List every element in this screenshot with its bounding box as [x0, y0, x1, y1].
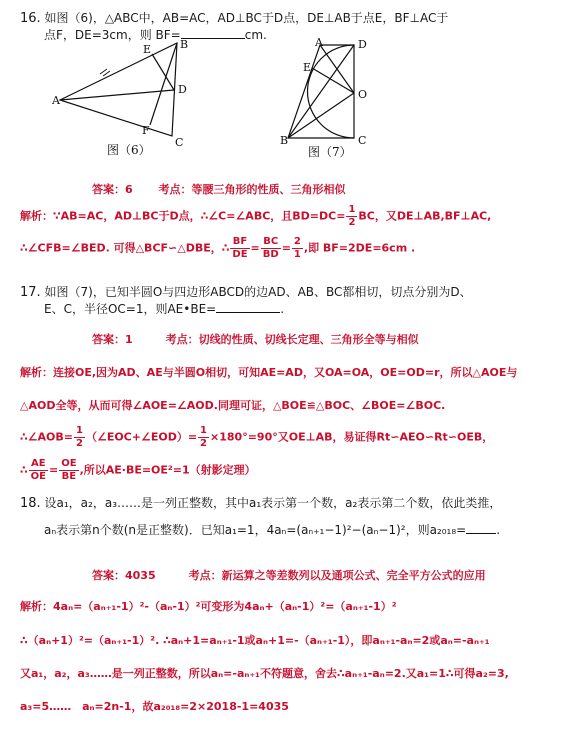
q16-frac-bc-bd: $\frac{BC}{BD}$ [262, 236, 279, 260]
fig6-label-b: B [180, 38, 189, 51]
q16-unit: cm. [244, 28, 267, 42]
q17-frac-half-1: $\frac{1}{2}$ [75, 425, 83, 449]
fig6-label-e: E [143, 43, 152, 56]
q18-answer-line: 答案：4035 考点：新运算之等差数列以及通项公式、完全平方公式的应用 [92, 569, 486, 582]
q16-frac-2-1: $\frac{2}{1}$ [293, 236, 301, 260]
q18-text-2: aₙ表示第n个数(n是正整数)．已知a₁=1，4aₙ=(aₙ₊₁−1)²−(aₙ−1)²，则a₂₀₁₈= [44, 523, 467, 537]
fig7-label-c: C [358, 134, 367, 147]
q16-solution-1 [20, 204, 491, 229]
q18-number: 18. [20, 496, 41, 511]
q18-text-1: 设a₁，a₂，a₃……是一列正整数，其中a₁表示第一个数，a₂表示第二个数，依此类推， [44, 496, 502, 510]
fig6-label-a: A [52, 94, 60, 107]
q17-text-2: E、C，半径OC=1，则AE•BE= [44, 302, 217, 316]
q17-line2: E、C，半径OC=1，则AE•BE= . [44, 302, 285, 316]
fig7-label-a: A [315, 38, 323, 49]
q16-frac-half: $\frac{1}{2}$ [348, 204, 356, 228]
fig6-label-d: D [178, 83, 187, 96]
q17-solution-4: ∴ $\frac{AE}{OE}$ = $\frac{OE}{BE}$ ,所以AE·BE=OE²=1（射影定理） [20, 458, 256, 482]
fig7-semicircle [308, 45, 355, 138]
q18-answer-blank [466, 523, 496, 534]
q17-solution-3: ∴∠AOB= $\frac{1}{2}$ （∠EOC+∠EOD）= $\frac{1}{2}$ ×180°=90°又OE⊥AB，易证得Rt∽AEO∽Rt∽OEB， [20, 425, 494, 449]
q17-solution-2: △AOD全等，从而可得∠AOE=∠AOD.同理可证，△BOE≌△BOC、∠BOE=∠BOC. [20, 399, 446, 412]
q17-frac-oe-be: $\frac{OE}{BE}$ [61, 458, 77, 482]
fig7-label-o: O [358, 88, 368, 101]
q16-answer-line: 答案：6 考点：等腰三角形的性质、三角形相似 [92, 183, 346, 196]
q16-number: 16. [20, 11, 41, 26]
fig7-label-d: D [358, 38, 367, 51]
q17-solution-1: 解析：连接OE,因为AD、AE与半圆O相切，可知AE=AD，又OA=OA，OE=OD=r，所以△AOE与 [20, 366, 518, 379]
fig6-label-c: C [175, 136, 184, 149]
q17-text-1: 如图（7)，已知半圆O与四边形ABCD的边AD、AB、BC都相切，切点分别为D、 [44, 285, 472, 299]
q16-sol2-suffix: ,即 BF=2DE=6cm . [303, 241, 416, 255]
q17-number: 17. [20, 285, 41, 300]
q17-frac-ae-oe: $\frac{AE}{OE}$ [30, 458, 46, 482]
q17-line1 [20, 283, 472, 300]
fig7-label-b: B [280, 134, 289, 147]
fig6-caption: 图（6） [107, 143, 151, 157]
q17-frac-half-2: $\frac{1}{2}$ [200, 425, 208, 449]
q18-line1 [20, 494, 501, 511]
fig6-tick-ab-2 [103, 71, 110, 76]
q17-answer-blank [216, 302, 280, 313]
q16-text-1: 如图（6)，△ABC中，AB=AC，AD⊥BC于D点，DE⊥AB于点E，BF⊥AC于 [44, 11, 449, 25]
figure-6 [52, 38, 202, 158]
q16-sol2-prefix: ∴∠CFB=∠BED. 可得△BCF∽△DBE，∴ [20, 241, 230, 255]
q18-line2: aₙ表示第n个数(n是正整数)．已知a₁=1，4aₙ=(aₙ₊₁−1)²−(aₙ−1)²，则a₂₀₁₈= . [44, 523, 501, 537]
q16-text-2: 点F，DE=3cm，则 BF= [44, 28, 181, 42]
q17-answer-line: 答案：1 考点：切线的性质、切线长定理、三角形全等与相似 [92, 333, 419, 346]
q18-solution-1: 解析：4aₙ=（aₙ₊₁-1）²-（aₙ-1）²可变形为4aₙ+（aₙ-1）²=（aₙ₊₁-1）² [20, 600, 397, 613]
figure-7 [280, 38, 380, 158]
q16-solution-2: ∴∠CFB=∠BED. 可得△BCF∽△DBE，∴ $\frac{BF}{DE}$ = $\frac{BC}{BD}$ = $\frac{2}{1}$ ,即 BF=2DE=6cm . [20, 236, 416, 260]
q18-solution-3: 又a₁，a₂，a₃……是一列正整数，所以aₙ=-aₙ₊₁不符题意，舍去∴aₙ₊₁-aₙ=2.又a₁=1∴可得a₂=3, [20, 667, 509, 680]
q18-solution-4: a₃=5…… aₙ=2n-1，故a₂₀₁₈=2×2018-1=4035 [20, 700, 289, 713]
fig7-segment-eo [312, 68, 354, 93]
q16-sol-prefix: 解析：∵AB=AC，AD⊥BC于D点，∴∠C=∠ABC，且BD=DC= [20, 209, 346, 223]
q16-sol-suffix: BC，又DE⊥AB,BF⊥AC, [358, 209, 492, 223]
fig6-label-f: F [142, 124, 150, 137]
q16-frac-bf-de: $\frac{BF}{DE}$ [232, 236, 248, 260]
fig6-tick-ab [100, 69, 107, 74]
fig7-caption: 图（7） [308, 145, 352, 158]
q16-line1 [20, 9, 448, 26]
fig7-segment-bo [288, 93, 354, 138]
fig7-label-e: E [303, 61, 312, 74]
fig6-triangle-abc [60, 43, 177, 136]
q18-solution-2: ∴（aₙ+1）²=（aₙ₊₁-1）². ∴aₙ+1=aₙ₊₁-1或aₙ+1=-（aₙ₊₁-1），即aₙ₊₁-aₙ=2或aₙ=-aₙ₊₁ [20, 634, 490, 647]
